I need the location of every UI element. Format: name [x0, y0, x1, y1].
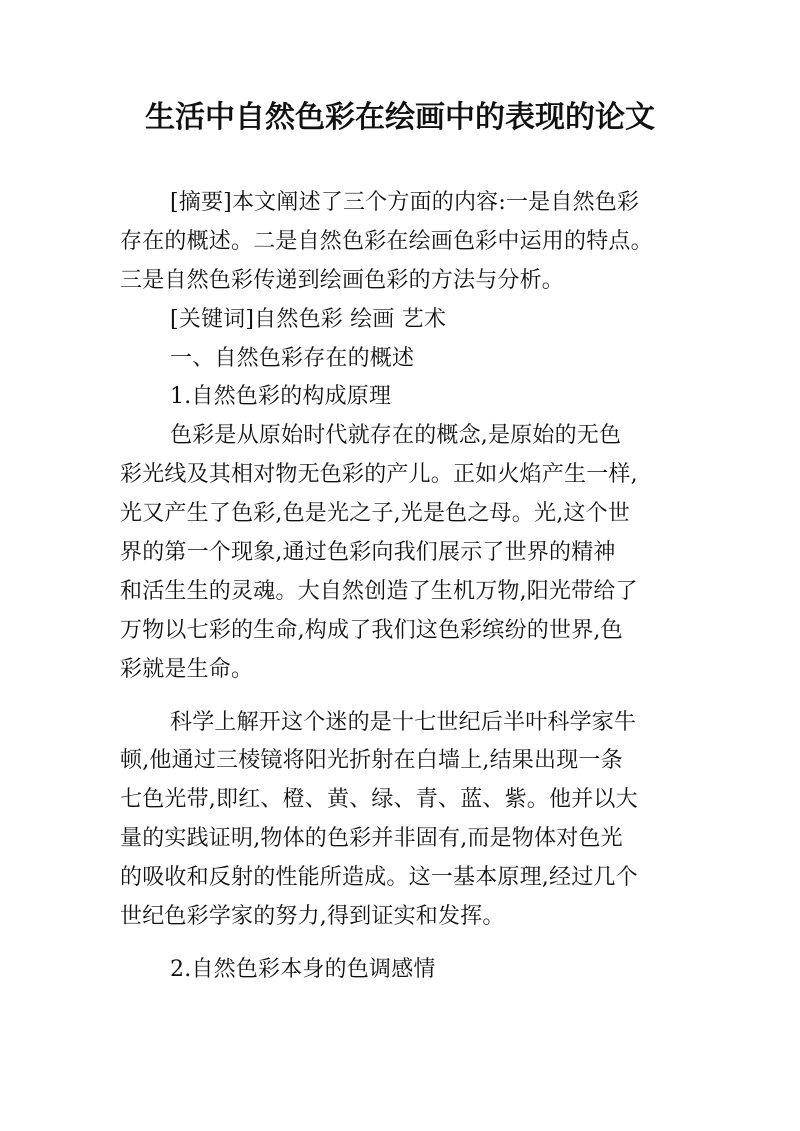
paragraph-line: 的吸收和反射的性能所造成。这一基本原理,经过几个: [120, 865, 638, 891]
paragraph-line: 顿,他通过三棱镜将阳光折射在白墙上,结果出现一条: [120, 748, 623, 774]
subsection-heading: 2.自然色彩本身的色调感情: [170, 956, 436, 982]
paragraph-line: 彩光线及其相对物无色彩的产儿。正如火焰产生一样,: [120, 462, 638, 488]
paragraph-line: 彩就是生命。: [120, 656, 254, 682]
paragraph-line: 色彩是从原始时代就存在的概念,是原始的无色: [170, 423, 622, 449]
paragraph-line: 七色光带,即红、橙、黄、绿、青、蓝、紫。他并以大: [120, 787, 638, 813]
paragraph-line: 界的第一个现象,通过色彩向我们展示了世界的精神: [120, 540, 616, 566]
document-body: [120, 184, 680, 990]
document-title: 生活中自然色彩在绘画中的表现的论文: [145, 100, 655, 135]
keywords-line: [关键词]自然色彩 绘画 艺术: [170, 306, 447, 332]
paragraph-line: 万物以七彩的生命,构成了我们这色彩缤纷的世界,色: [120, 617, 623, 643]
paragraph-line: 和活生生的灵魂。大自然创造了生机万物,阳光带给了: [120, 578, 638, 604]
section-heading: 一、自然色彩存在的概述: [170, 345, 415, 371]
paragraph-line: 科学上解开这个迷的是十七世纪后半叶科学家牛: [170, 709, 637, 735]
abstract-line: 三是自然色彩传递到绘画色彩的方法与分析。: [120, 267, 565, 293]
paragraph-line: 量的实践证明,物体的色彩并非固有,而是物体对色光: [120, 826, 623, 852]
subsection-heading: 1.自然色彩的构成原理: [170, 384, 392, 410]
paragraph-line: 世纪色彩学家的努力,得到证实和发挥。: [120, 904, 505, 930]
paragraph-line: 光又产生了色彩,色是光之子,光是色之母。光,这个世: [120, 501, 630, 527]
abstract-line: 存在的概述。二是自然色彩在绘画色彩中运用的特点。: [120, 228, 653, 254]
abstract-line: [摘要]本文阐述了三个方面的内容:一是自然色彩: [170, 190, 640, 215]
